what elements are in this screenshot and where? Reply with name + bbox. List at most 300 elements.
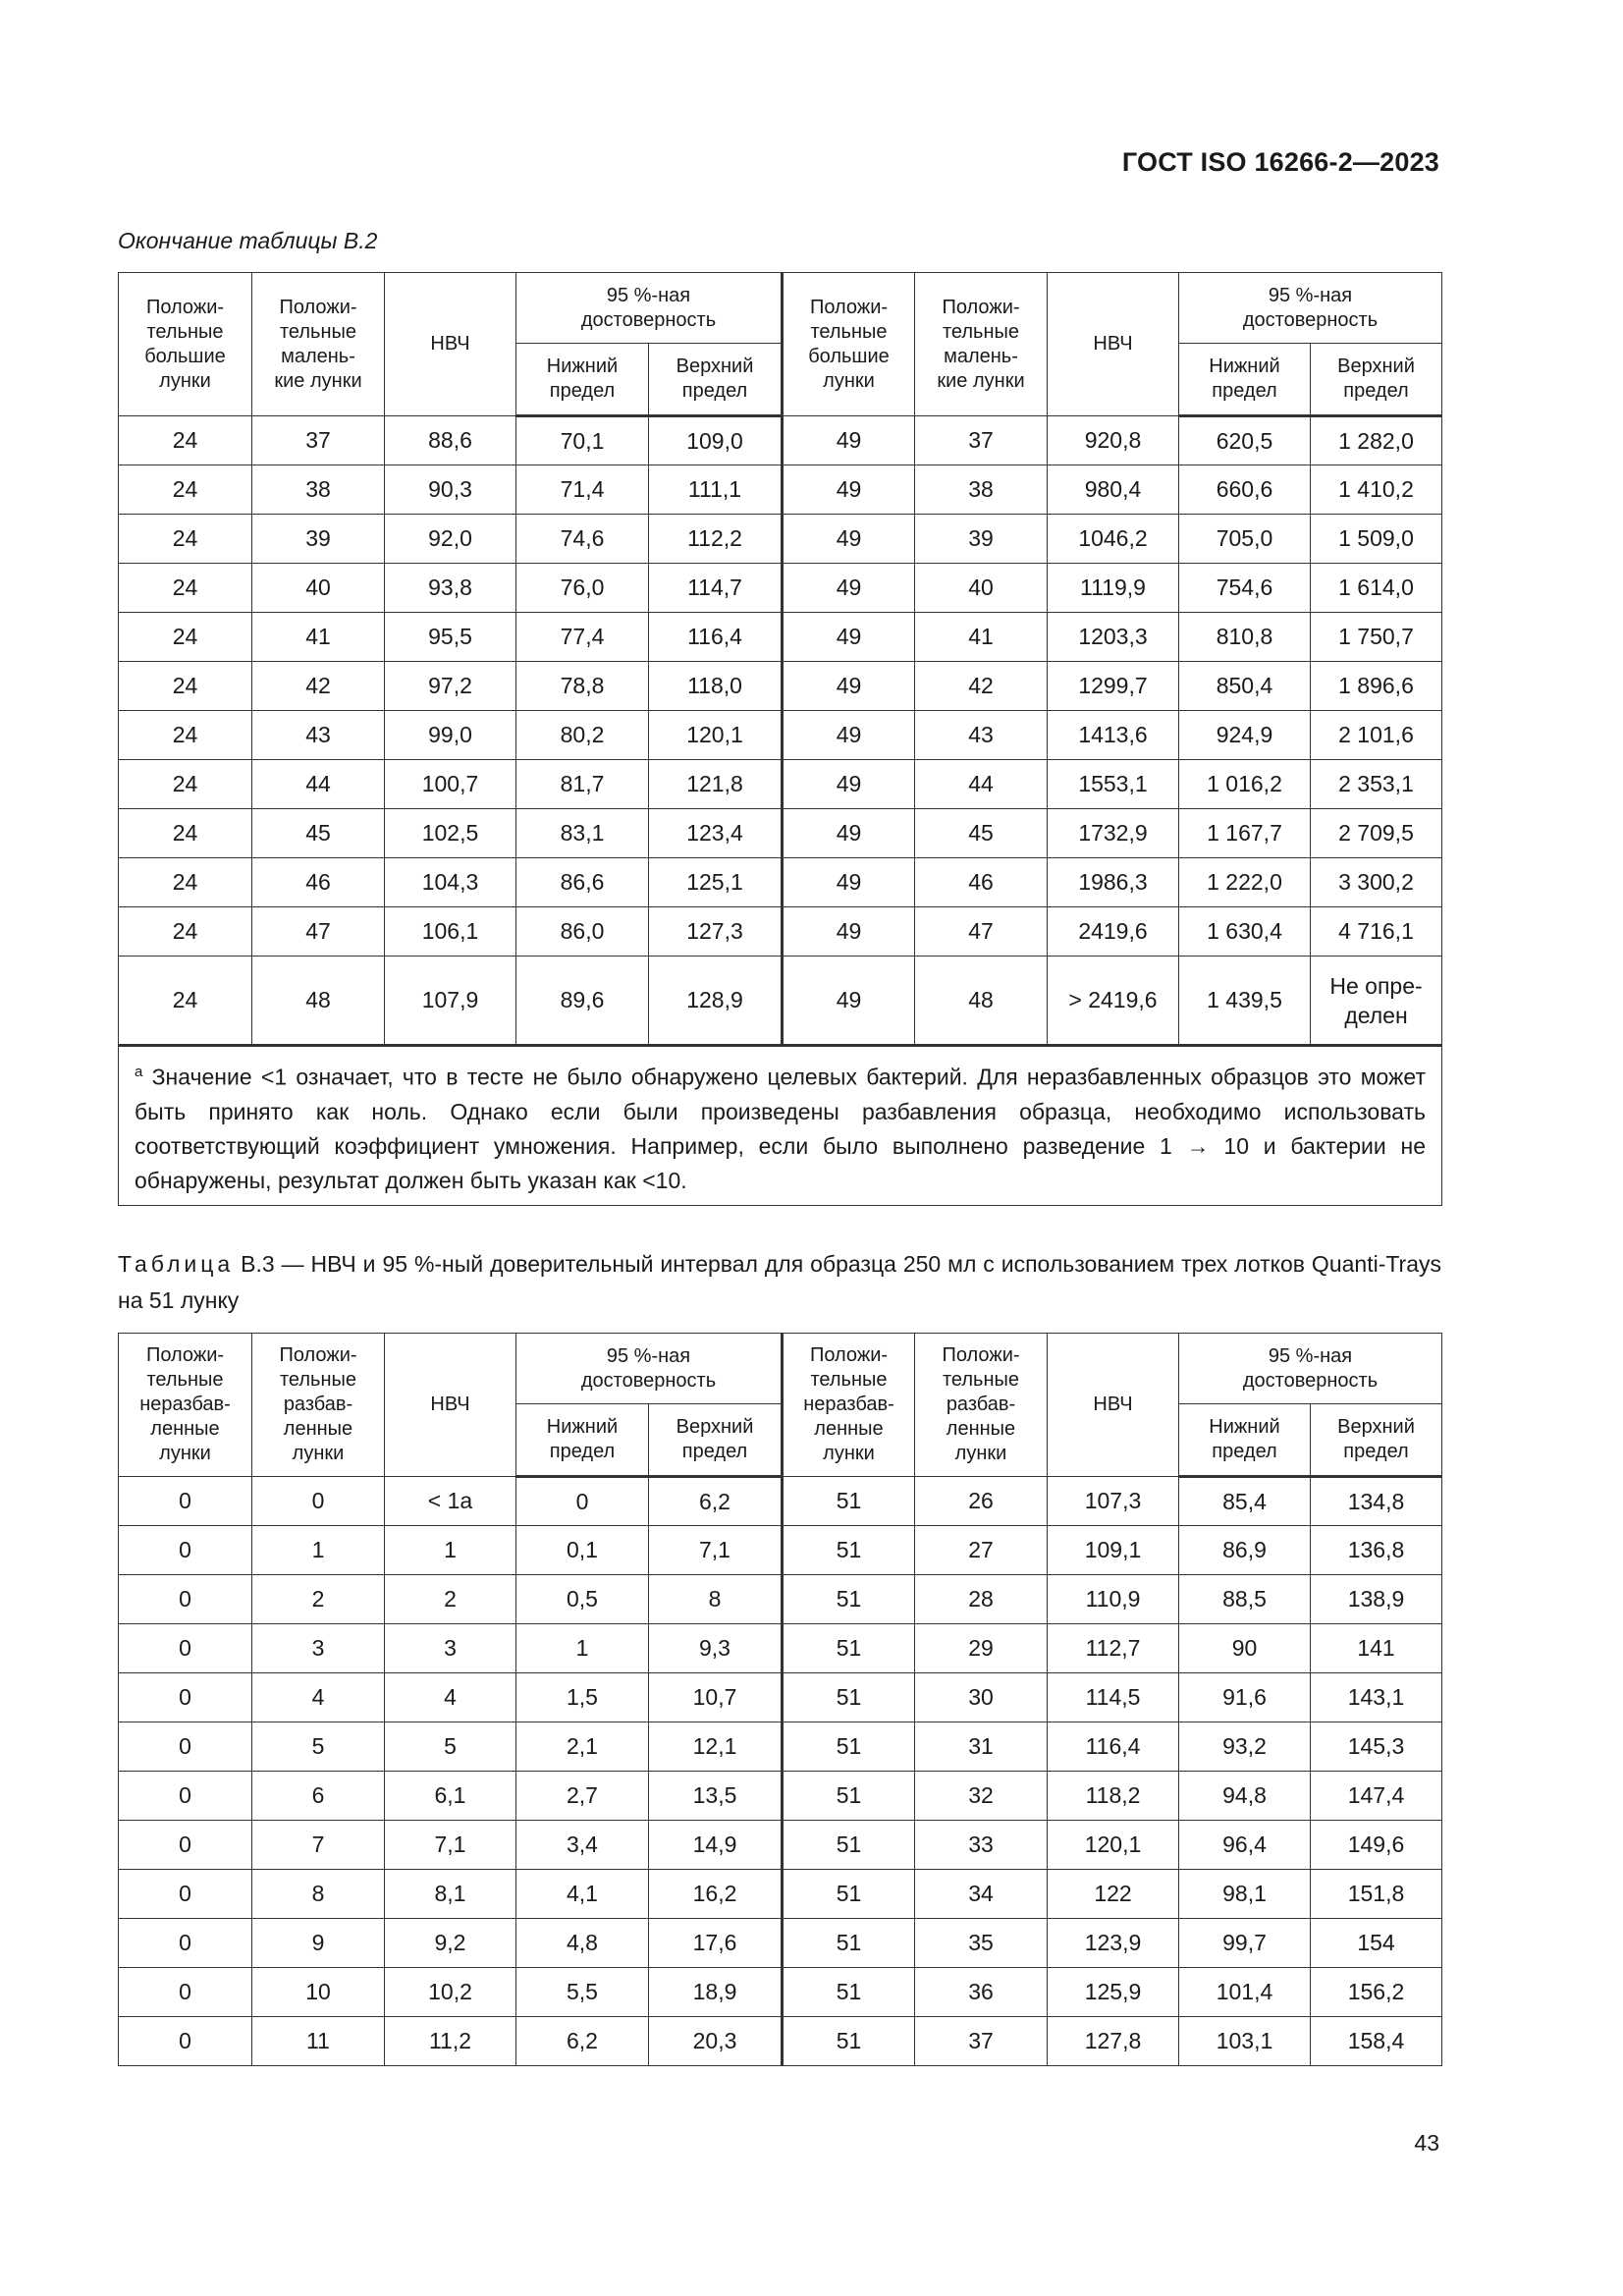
table-row	[119, 1575, 1442, 1624]
table-cell: 26	[915, 1477, 1048, 1526]
table-cell: 1119,9	[1048, 564, 1179, 613]
table-row	[119, 662, 1442, 711]
table-cell: 80,2	[516, 711, 649, 760]
table-row	[119, 1821, 1442, 1870]
table-cell: 145,3	[1311, 1722, 1442, 1772]
table-cell: 1413,6	[1048, 711, 1179, 760]
table-cell: 99,0	[385, 711, 516, 760]
table-cell: 6,2	[649, 1477, 783, 1526]
footnote-marker: а	[135, 1064, 143, 1080]
footnote-text: Значение <1 означает, что в тесте не было обнаружено целевых бактерий. Для неразбавленных образцов это может быть принято как ноль. Однако если были произведены разбавления образца, необходимо использовать соответствующий коэффициент умножения. Например, если было выполнено разведение 1 → 10 и бактерии не обнаружены, результат должен быть указан как <10.	[135, 1064, 1426, 1193]
table-cell: 51	[783, 1477, 915, 1526]
table-cell: 39	[252, 515, 385, 564]
table-cell: 34	[915, 1870, 1048, 1919]
table-cell: 97,2	[385, 662, 516, 711]
table-cell: 88,5	[1179, 1575, 1311, 1624]
table-row	[119, 613, 1442, 662]
table-cell: 1203,3	[1048, 613, 1179, 662]
table-cell: 77,4	[516, 613, 649, 662]
table-cell: 3	[252, 1624, 385, 1673]
table-cell: 9	[252, 1919, 385, 1968]
table-cell: 109,1	[1048, 1526, 1179, 1575]
table-cell: 93,2	[1179, 1722, 1311, 1772]
table-cell: 24	[119, 760, 252, 809]
table-cell: 42	[252, 662, 385, 711]
table-cell: 48	[915, 957, 1048, 1046]
table-cell: 123,4	[649, 809, 783, 858]
table-cell: 106,1	[385, 907, 516, 957]
table-cell: 151,8	[1311, 1870, 1442, 1919]
table-cell: 127,3	[649, 907, 783, 957]
table-cell: 128,9	[649, 957, 783, 1046]
header-lower-limit: Нижний предел	[516, 1404, 649, 1477]
table-cell: 4 716,1	[1311, 907, 1442, 957]
table-cell: 0	[119, 1477, 252, 1526]
header-positive-small-wells: Положи- тельные малень- кие лунки	[915, 273, 1048, 416]
table-cell: 3,4	[516, 1821, 649, 1870]
table-cell: 1	[516, 1624, 649, 1673]
table-cell: 114,7	[649, 564, 783, 613]
table-cell: 112,7	[1048, 1624, 1179, 1673]
table-cell: 31	[915, 1722, 1048, 1772]
table-cell: 10	[252, 1968, 385, 2017]
table-cell: 20,3	[649, 2017, 783, 2066]
table-cell: 0	[119, 1526, 252, 1575]
table-cell: 30	[915, 1673, 1048, 1722]
table-cell: 6,2	[516, 2017, 649, 2066]
table-cell: 51	[783, 2017, 915, 2066]
table-b2-continuation-caption: Окончание таблицы В.2	[118, 228, 378, 253]
table-cell: 118,2	[1048, 1772, 1179, 1821]
table-cell: 143,1	[1311, 1673, 1442, 1722]
table-cell: 49	[783, 711, 915, 760]
table-cell: 102,5	[385, 809, 516, 858]
table-cell: 18,9	[649, 1968, 783, 2017]
table-cell: 24	[119, 907, 252, 957]
table-cell: 1986,3	[1048, 858, 1179, 907]
table-cell: 1046,2	[1048, 515, 1179, 564]
table-cell: 71,4	[516, 465, 649, 515]
table-cell: 850,4	[1179, 662, 1311, 711]
table-cell: 120,1	[1048, 1821, 1179, 1870]
table-cell: 9,3	[649, 1624, 783, 1673]
table-cell: 24	[119, 564, 252, 613]
table-cell: 1	[252, 1526, 385, 1575]
table-cell: 24	[119, 957, 252, 1046]
table-row	[119, 416, 1442, 465]
table-row	[119, 760, 1442, 809]
table-row	[119, 1624, 1442, 1673]
table-cell: 1 896,6	[1311, 662, 1442, 711]
table-cell: 1 282,0	[1311, 416, 1442, 465]
table-cell: 149,6	[1311, 1821, 1442, 1870]
table-cell: 0	[119, 1722, 252, 1772]
table-cell: 24	[119, 809, 252, 858]
table-cell: 24	[119, 416, 252, 465]
table-cell: 24	[119, 613, 252, 662]
table-cell: 138,9	[1311, 1575, 1442, 1624]
table-cell: 93,8	[385, 564, 516, 613]
table-cell: 6	[252, 1772, 385, 1821]
table-cell: 24	[119, 465, 252, 515]
table-cell: 0	[119, 1919, 252, 1968]
table-cell: 705,0	[1179, 515, 1311, 564]
header-confidence: 95 %-ная достоверность	[1179, 1334, 1442, 1404]
table-cell: 125,9	[1048, 1968, 1179, 2017]
document-code: ГОСТ ISO 16266-2—2023	[1121, 147, 1439, 177]
table-cell: 24	[119, 711, 252, 760]
table-cell: 1 410,2	[1311, 465, 1442, 515]
table-cell: 125,1	[649, 858, 783, 907]
table-cell: 51	[783, 1821, 915, 1870]
table-b3-caption	[118, 1246, 1441, 1319]
table-cell: 37	[915, 416, 1048, 465]
header-mpn: НВЧ	[385, 273, 516, 416]
table-cell: 114,5	[1048, 1673, 1179, 1722]
table-cell: 109,0	[649, 416, 783, 465]
table-cell: 1 509,0	[1311, 515, 1442, 564]
table-cell: 0	[516, 1477, 649, 1526]
table-cell: 127,8	[1048, 2017, 1179, 2066]
table-cell: 89,6	[516, 957, 649, 1046]
table-cell: 44	[915, 760, 1048, 809]
table-cell: 96,4	[1179, 1821, 1311, 1870]
table-cell: 2 709,5	[1311, 809, 1442, 858]
table-cell: 2,7	[516, 1772, 649, 1821]
header-positive-undiluted-wells: Положи- тельные неразбав- ленные лунки	[119, 1334, 252, 1477]
table-cell: 36	[915, 1968, 1048, 2017]
table-cell: 111,1	[649, 465, 783, 515]
table-cell: 122	[1048, 1870, 1179, 1919]
table-cell: 90,3	[385, 465, 516, 515]
table-cell: 8	[252, 1870, 385, 1919]
header-upper-limit: Верхний предел	[649, 1404, 783, 1477]
page-number: 43	[1414, 2130, 1439, 2156]
table-cell: 660,6	[1179, 465, 1311, 515]
table-row	[119, 1477, 1442, 1526]
table-row	[119, 1772, 1442, 1821]
table-cell: 51	[783, 1870, 915, 1919]
table-cell: 28	[915, 1575, 1048, 1624]
table-cell: 33	[915, 1821, 1048, 1870]
table-cell: < 1а	[385, 1477, 516, 1526]
table-cell: 24	[119, 858, 252, 907]
header-confidence: 95 %-ная достоверность	[516, 1334, 783, 1404]
table-cell: 4	[385, 1673, 516, 1722]
table-cell: 1 630,4	[1179, 907, 1311, 957]
table-cell: 107,9	[385, 957, 516, 1046]
header-positive-diluted-wells: Положи- тельные разбав- ленные лунки	[252, 1334, 385, 1477]
table-cell: 0	[119, 1968, 252, 2017]
header-positive-large-wells: Положи- тельные большие лунки	[119, 273, 252, 416]
table-cell: 134,8	[1311, 1477, 1442, 1526]
table-cell: 2 101,6	[1311, 711, 1442, 760]
table-cell: 41	[252, 613, 385, 662]
header-confidence: 95 %-ная достоверность	[516, 273, 783, 344]
table-cell: 74,6	[516, 515, 649, 564]
table-cell: 3	[385, 1624, 516, 1673]
header-confidence: 95 %-ная достоверность	[1179, 273, 1442, 344]
table-cell: 29	[915, 1624, 1048, 1673]
table-row	[119, 907, 1442, 957]
header-mpn: НВЧ	[1048, 1334, 1179, 1477]
table-cell: 43	[915, 711, 1048, 760]
table-row	[119, 957, 1442, 1046]
table-cell: 0,5	[516, 1575, 649, 1624]
table-cell: 51	[783, 1919, 915, 1968]
table-cell: 980,4	[1048, 465, 1179, 515]
header-upper-limit: Верхний предел	[649, 344, 783, 416]
table-row	[119, 2017, 1442, 2066]
table-cell: Не опре- делен	[1311, 957, 1442, 1046]
table-cell: 39	[915, 515, 1048, 564]
table-cell: 47	[252, 907, 385, 957]
table-cell: 51	[783, 1526, 915, 1575]
table-cell: 5	[252, 1722, 385, 1772]
table-row	[119, 1870, 1442, 1919]
table-row	[119, 809, 1442, 858]
table-cell: 2	[252, 1575, 385, 1624]
table-cell: 112,2	[649, 515, 783, 564]
table-cell: 49	[783, 564, 915, 613]
table-cell: 9,2	[385, 1919, 516, 1968]
table-b3-body	[119, 1477, 1442, 2066]
table-cell: 51	[783, 1968, 915, 2017]
table-cell: 78,8	[516, 662, 649, 711]
table-cell: 86,9	[1179, 1526, 1311, 1575]
table-cell: 100,7	[385, 760, 516, 809]
table-cell: 0	[119, 1772, 252, 1821]
table-cell: 49	[783, 760, 915, 809]
table-cell: 91,6	[1179, 1673, 1311, 1722]
table-cell: 45	[252, 809, 385, 858]
table-b3-caption-label: Таблица	[118, 1251, 235, 1277]
table-cell: 5	[385, 1722, 516, 1772]
table-row	[119, 858, 1442, 907]
table-cell: 0	[119, 1870, 252, 1919]
table-cell: 0	[119, 1624, 252, 1673]
table-cell: 0	[252, 1477, 385, 1526]
table-cell: 1 614,0	[1311, 564, 1442, 613]
header-positive-large-wells: Положи- тельные большие лунки	[783, 273, 915, 416]
table-row	[119, 711, 1442, 760]
table-cell: 0	[119, 2017, 252, 2066]
table-cell: 920,8	[1048, 416, 1179, 465]
header-mpn: НВЧ	[385, 1334, 516, 1477]
table-cell: 49	[783, 416, 915, 465]
table-cell: 49	[783, 858, 915, 907]
table-cell: 1553,1	[1048, 760, 1179, 809]
header-lower-limit: Нижний предел	[516, 344, 649, 416]
table-row	[119, 465, 1442, 515]
table-cell: 48	[252, 957, 385, 1046]
table-cell: 116,4	[649, 613, 783, 662]
table-cell: 10,2	[385, 1968, 516, 2017]
table-row	[119, 515, 1442, 564]
table-cell: 42	[915, 662, 1048, 711]
table-b2-body	[119, 416, 1442, 1046]
table-cell: 14,9	[649, 1821, 783, 1870]
table-cell: 147,4	[1311, 1772, 1442, 1821]
header-positive-undiluted-wells: Положи- тельные неразбав- ленные лунки	[783, 1334, 915, 1477]
table-row	[119, 1919, 1442, 1968]
table-cell: 2,1	[516, 1722, 649, 1772]
table-cell: 47	[915, 907, 1048, 957]
table-cell: 620,5	[1179, 416, 1311, 465]
table-cell: 4,1	[516, 1870, 649, 1919]
table-cell: 32	[915, 1772, 1048, 1821]
table-cell: 41	[915, 613, 1048, 662]
table-cell: 35	[915, 1919, 1048, 1968]
table-cell: 8,1	[385, 1870, 516, 1919]
table-cell: 17,6	[649, 1919, 783, 1968]
table-b3-caption-text: В.3 — НВЧ и 95 %-ный доверительный интервал для образца 250 мл с использованием трех лотков Quanti-Trays на 51 лунку	[118, 1251, 1441, 1313]
table-row	[119, 1722, 1442, 1772]
header-positive-small-wells: Положи- тельные малень- кие лунки	[252, 273, 385, 416]
table-cell: 107,3	[1048, 1477, 1179, 1526]
table-cell: 2	[385, 1575, 516, 1624]
table-cell: 76,0	[516, 564, 649, 613]
table-cell: 49	[783, 515, 915, 564]
table-cell: 2419,6	[1048, 907, 1179, 957]
table-cell: 11,2	[385, 2017, 516, 2066]
header-mpn: НВЧ	[1048, 273, 1179, 416]
table-cell: 7,1	[385, 1821, 516, 1870]
table-cell: 11	[252, 2017, 385, 2066]
table-cell: 92,0	[385, 515, 516, 564]
table-cell: 43	[252, 711, 385, 760]
table-cell: 7	[252, 1821, 385, 1870]
table-cell: 44	[252, 760, 385, 809]
table-cell: 924,9	[1179, 711, 1311, 760]
table-cell: > 2419,6	[1048, 957, 1179, 1046]
table-cell: 49	[783, 957, 915, 1046]
table-cell: 104,3	[385, 858, 516, 907]
table-cell: 6,1	[385, 1772, 516, 1821]
table-cell: 49	[783, 907, 915, 957]
table-cell: 0,1	[516, 1526, 649, 1575]
table-cell: 1 439,5	[1179, 957, 1311, 1046]
table-cell: 51	[783, 1673, 915, 1722]
table-cell: 10,7	[649, 1673, 783, 1722]
table-cell: 49	[783, 809, 915, 858]
table-cell: 1299,7	[1048, 662, 1179, 711]
table-cell: 83,1	[516, 809, 649, 858]
table-cell: 0	[119, 1821, 252, 1870]
table-cell: 1 016,2	[1179, 760, 1311, 809]
table-cell: 98,1	[1179, 1870, 1311, 1919]
table-cell: 141	[1311, 1624, 1442, 1673]
table-cell: 2 353,1	[1311, 760, 1442, 809]
table-cell: 27	[915, 1526, 1048, 1575]
header-positive-diluted-wells: Положи- тельные разбав- ленные лунки	[915, 1334, 1048, 1477]
header-upper-limit: Верхний предел	[1311, 1404, 1442, 1477]
table-cell: 13,5	[649, 1772, 783, 1821]
table-cell: 120,1	[649, 711, 783, 760]
table-cell: 90	[1179, 1624, 1311, 1673]
table-cell: 99,7	[1179, 1919, 1311, 1968]
table-cell: 46	[915, 858, 1048, 907]
table-cell: 46	[252, 858, 385, 907]
table-cell: 158,4	[1311, 2017, 1442, 2066]
header-upper-limit: Верхний предел	[1311, 344, 1442, 416]
table-row	[119, 564, 1442, 613]
table-cell: 118,0	[649, 662, 783, 711]
table-cell: 8	[649, 1575, 783, 1624]
table-footnote	[119, 1046, 1442, 1206]
table-cell: 37	[915, 2017, 1048, 2066]
table-cell: 0	[119, 1575, 252, 1624]
table-cell: 38	[252, 465, 385, 515]
table-cell: 16,2	[649, 1870, 783, 1919]
table-cell: 94,8	[1179, 1772, 1311, 1821]
table-cell: 95,5	[385, 613, 516, 662]
table-cell: 123,9	[1048, 1919, 1179, 1968]
table-cell: 156,2	[1311, 1968, 1442, 2017]
table-cell: 40	[252, 564, 385, 613]
table-cell: 121,8	[649, 760, 783, 809]
table-cell: 81,7	[516, 760, 649, 809]
table-cell: 24	[119, 662, 252, 711]
table-row	[119, 1968, 1442, 2017]
table-cell: 110,9	[1048, 1575, 1179, 1624]
table-cell: 51	[783, 1575, 915, 1624]
table-cell: 85,4	[1179, 1477, 1311, 1526]
table-cell: 810,8	[1179, 613, 1311, 662]
table-cell: 4,8	[516, 1919, 649, 1968]
table-row	[119, 1673, 1442, 1722]
table-cell: 51	[783, 1722, 915, 1772]
table-cell: 51	[783, 1624, 915, 1673]
table-cell: 4	[252, 1673, 385, 1722]
table-row	[119, 1526, 1442, 1575]
table-cell: 1 222,0	[1179, 858, 1311, 907]
table-cell: 1 750,7	[1311, 613, 1442, 662]
table-cell: 7,1	[649, 1526, 783, 1575]
table-cell: 49	[783, 662, 915, 711]
table-cell: 3 300,2	[1311, 858, 1442, 907]
table-cell: 37	[252, 416, 385, 465]
table-cell: 45	[915, 809, 1048, 858]
table-cell: 154	[1311, 1919, 1442, 1968]
table-cell: 136,8	[1311, 1526, 1442, 1575]
table-b3	[118, 1333, 1442, 2066]
table-cell: 1 167,7	[1179, 809, 1311, 858]
table-b2-continuation	[118, 272, 1442, 1206]
table-cell: 49	[783, 465, 915, 515]
table-cell: 5,5	[516, 1968, 649, 2017]
header-lower-limit: Нижний предел	[1179, 1404, 1311, 1477]
table-cell: 70,1	[516, 416, 649, 465]
table-cell: 86,0	[516, 907, 649, 957]
table-cell: 116,4	[1048, 1722, 1179, 1772]
table-cell: 49	[783, 613, 915, 662]
table-cell: 103,1	[1179, 2017, 1311, 2066]
table-cell: 38	[915, 465, 1048, 515]
table-cell: 754,6	[1179, 564, 1311, 613]
table-cell: 0	[119, 1673, 252, 1722]
table-cell: 40	[915, 564, 1048, 613]
table-cell: 86,6	[516, 858, 649, 907]
table-cell: 51	[783, 1772, 915, 1821]
table-cell: 12,1	[649, 1722, 783, 1772]
table-cell: 24	[119, 515, 252, 564]
table-cell: 1	[385, 1526, 516, 1575]
table-cell: 1732,9	[1048, 809, 1179, 858]
table-cell: 1,5	[516, 1673, 649, 1722]
table-cell: 101,4	[1179, 1968, 1311, 2017]
header-lower-limit: Нижний предел	[1179, 344, 1311, 416]
